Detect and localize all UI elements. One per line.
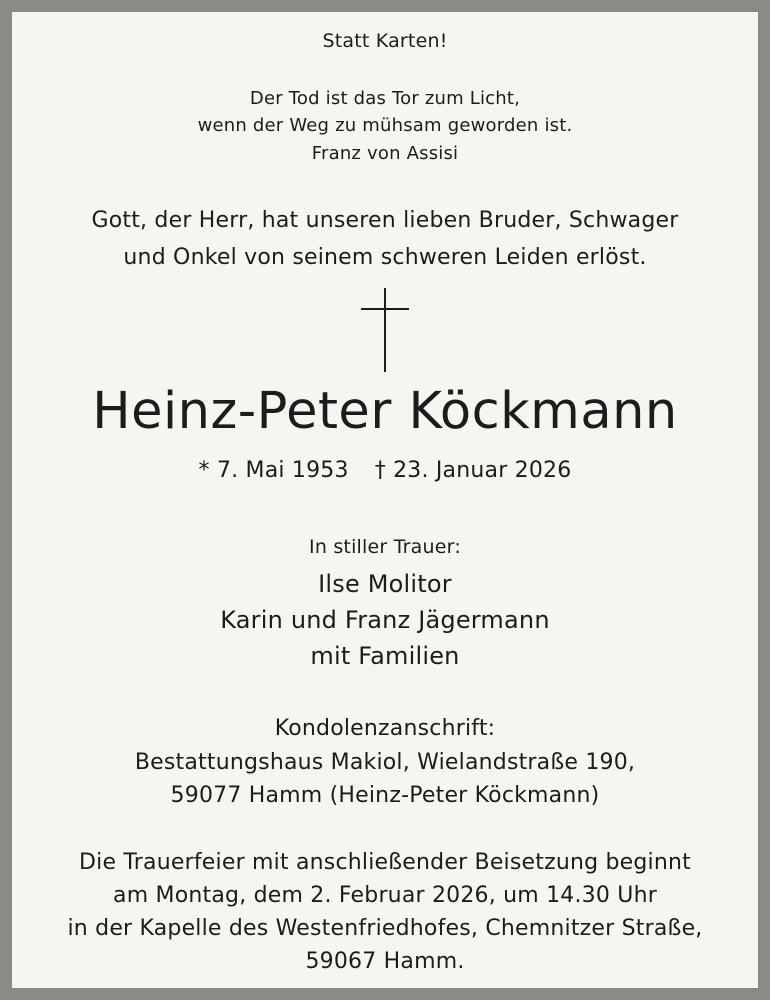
intro-line-1: Gott, der Herr, hat unseren lieben Bruder, Schwager [91, 208, 679, 233]
life-dates [12, 458, 758, 483]
heading: Statt Karten! [322, 30, 448, 52]
death-date: † 23. Januar 2026 [374, 458, 572, 483]
funeral-line-3: in der Kapelle des Westenfriedhofes, Chemnitzer Straße, [67, 916, 703, 941]
intro-line-2: und Onkel von seinem schweren Leiden erlöst. [123, 245, 647, 270]
mourners-label: In stiller Trauer: [309, 536, 461, 558]
mourner-2: Karin und Franz Jägermann [220, 606, 550, 634]
mourner-3: mit Familien [310, 642, 460, 670]
condolence-label: Kondolenzanschrift: [274, 716, 496, 741]
funeral-line-2: am Montag, dem 2. Februar 2026, um 14.30 Uhr [113, 883, 657, 908]
funeral-line-1: Die Trauerfeier mit anschließender Beisetzung beginnt [79, 850, 691, 875]
quote-author: Franz von Assisi [311, 143, 459, 164]
condolence-address-2: 59077 Hamm (Heinz-Peter Köckmann) [170, 783, 600, 808]
cross-icon [361, 288, 409, 372]
mourner-1: Ilse Molitor [318, 570, 452, 598]
birth-date: * 7. Mai 1953 [198, 458, 349, 483]
funeral-line-4: 59067 Hamm. [305, 949, 465, 974]
quote-line-2: wenn der Weg zu mühsam geworden ist. [197, 115, 573, 136]
condolence-address-1: Bestattungshaus Makiol, Wielandstraße 190, [134, 750, 636, 775]
quote-line-1: Der Tod ist das Tor zum Licht, [249, 88, 521, 109]
obituary-card [12, 12, 758, 988]
deceased-name: Heinz-Peter Köckmann [92, 382, 678, 441]
